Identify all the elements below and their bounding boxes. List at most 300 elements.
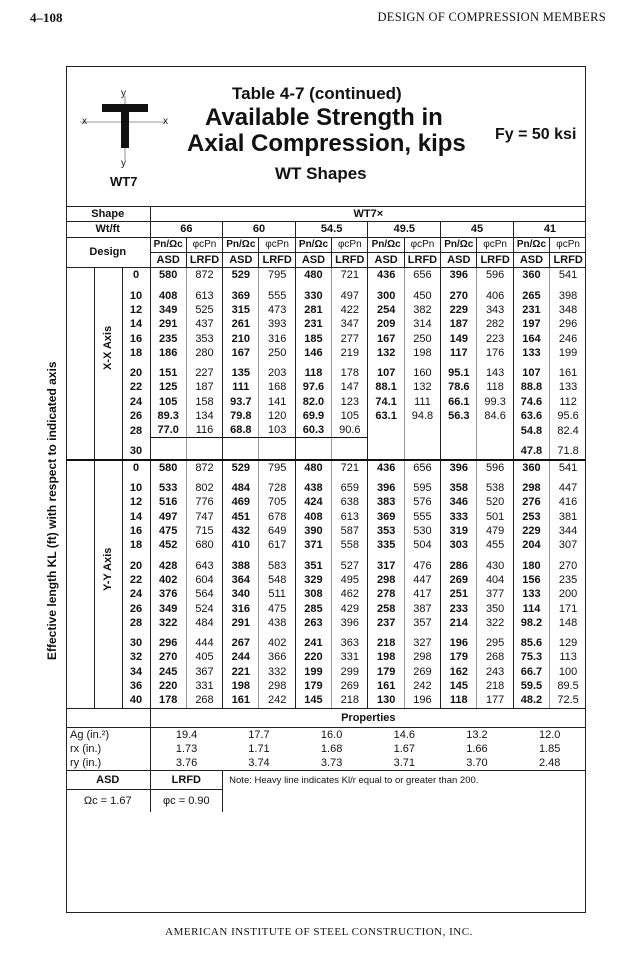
strength-value: 363 [332, 630, 368, 650]
strength-value: 353 [368, 524, 404, 538]
table-row [66, 475, 586, 495]
strength-value: 316 [259, 331, 295, 345]
strength-value: 270 [150, 650, 186, 664]
strength-value: 396 [441, 268, 477, 283]
table-row [66, 538, 586, 552]
strength-value: 349 [150, 303, 186, 317]
strength-value: 307 [558, 539, 578, 552]
strength-value: 428 [150, 553, 186, 573]
strength-value: 437 [186, 317, 222, 331]
strength-value: 424 [295, 495, 331, 509]
kl-value: 40 [122, 693, 150, 708]
strength-value: 438 [259, 616, 295, 630]
strength-value: 178 [332, 360, 368, 380]
strength-value: 241 [295, 630, 331, 650]
strength-value: 649 [259, 524, 295, 538]
table-row [66, 693, 586, 708]
kl-value: 10 [122, 282, 150, 302]
strength-value: 85.6 [513, 630, 549, 650]
property-value: 16.0 [320, 728, 343, 741]
strength-value: 123 [332, 395, 368, 409]
strength-value: 133 [513, 587, 549, 601]
strength-value: 88.1 [368, 380, 404, 394]
strength-value [477, 438, 513, 460]
strength-value: 475 [259, 601, 295, 615]
kl-value: 12 [122, 303, 150, 317]
strength-value: 258 [368, 601, 404, 615]
strength-value: 72.5 [550, 693, 586, 708]
table-row [66, 222, 586, 237]
table-row [66, 727, 586, 742]
kl-value: 16 [122, 331, 150, 345]
strength-value: 151 [150, 360, 186, 380]
strength-value: 580 [150, 268, 186, 283]
strength-value: 405 [186, 650, 222, 664]
lrfd-header: LRFD [477, 252, 513, 267]
strength-value: 721 [332, 268, 368, 283]
strength-value: 77.0 [150, 423, 186, 438]
strength-value: 480 [295, 268, 331, 283]
strength-value: 327 [404, 630, 440, 650]
asd-header: ASD [150, 252, 186, 267]
strength-value: 219 [332, 346, 368, 360]
strength-value: 447 [404, 573, 440, 587]
strength-value: 229 [441, 303, 477, 317]
bottom-lrfd: LRFD [150, 771, 223, 790]
strength-value: 141 [259, 395, 295, 409]
strength-value: 223 [477, 331, 513, 345]
strength-value: 408 [150, 282, 186, 302]
strength-value: 120 [259, 409, 295, 423]
weight-header: 41 [513, 222, 586, 237]
strength-value: 146 [295, 346, 331, 360]
property-value: 1.85 [538, 742, 561, 755]
note: Note: Heavy line indicates Kl/r equal to or greater than 200. [229, 775, 479, 787]
table-row [66, 207, 586, 222]
strength-value: 93.7 [223, 395, 259, 409]
strength-value: 422 [332, 303, 368, 317]
strength-value: 280 [186, 346, 222, 360]
strength-value: 270 [558, 559, 578, 572]
strength-value: 330 [295, 282, 331, 302]
strength-value: 245 [150, 665, 186, 679]
strength-value: 168 [259, 380, 295, 394]
strength-value: 475 [150, 524, 186, 538]
property-value: 13.2 [466, 728, 488, 741]
y-axis-label-bottom: y [121, 158, 126, 169]
bottom-asd: ASD [66, 771, 150, 790]
strength-value: 75.3 [513, 650, 549, 664]
strength-value: 638 [332, 495, 368, 509]
strength-value: 148 [558, 616, 578, 629]
strength-value: 436 [368, 460, 404, 475]
strength-value: 251 [441, 587, 477, 601]
table-row [66, 679, 586, 693]
table-row [66, 237, 586, 252]
property-value: 3.76 [150, 756, 223, 771]
strength-value: 390 [295, 524, 331, 538]
strength-value [477, 423, 513, 438]
title-line3: WT Shapes [275, 164, 367, 183]
table-row [66, 616, 586, 630]
strength-value: 462 [332, 587, 368, 601]
strength-value: 416 [558, 496, 578, 509]
strength-value: 63.1 [368, 409, 404, 423]
weight-header: 60 [223, 222, 296, 237]
strength-value: 438 [295, 475, 331, 495]
strength-value: 872 [186, 460, 222, 475]
strength-value [441, 423, 477, 438]
strength-value: 269 [332, 679, 368, 693]
kl-value: 24 [122, 395, 150, 409]
strength-value: 229 [513, 524, 549, 538]
strength-value: 417 [404, 587, 440, 601]
strength-value: 90.6 [332, 423, 368, 438]
strength-value: 60.3 [295, 423, 331, 438]
phi-value: φc = 0.90 [150, 790, 223, 813]
design-header: Design [66, 237, 150, 268]
strength-value: 263 [295, 616, 331, 630]
strength-value [295, 438, 331, 460]
x-axis-label-left: x [82, 116, 87, 127]
strength-value: 291 [150, 317, 186, 331]
strength-value: 167 [368, 331, 404, 345]
lrfd-header: LRFD [332, 252, 368, 267]
strength-value: 596 [477, 268, 513, 283]
strength-value: 196 [441, 630, 477, 650]
strength-value: 132 [368, 346, 404, 360]
strength-value: 504 [404, 538, 440, 552]
y-axis-label-top: y [121, 88, 126, 99]
strength-value: 63.6 [513, 409, 549, 423]
strength-value: 250 [259, 346, 295, 360]
table-row [66, 268, 586, 283]
strength-value: 555 [404, 510, 440, 524]
table-row [66, 460, 586, 475]
strength-value: 576 [404, 495, 440, 509]
yy-axis-label-text: Y-Y Axis [102, 547, 114, 592]
strength-value: 705 [259, 495, 295, 509]
strength-value: 295 [477, 630, 513, 650]
strength-value: 71.8 [550, 438, 586, 460]
strength-value: 319 [441, 524, 477, 538]
strength-value: 147 [332, 380, 368, 394]
yy-axis-label [94, 460, 122, 708]
weight-header: 54.5 [295, 222, 368, 237]
strength-value: 198 [368, 650, 404, 664]
table-row [66, 650, 586, 664]
strength-value: 74.6 [513, 395, 549, 409]
shape-value: WT7× [150, 207, 586, 222]
strength-value: 410 [223, 538, 259, 552]
strength-value: 617 [259, 538, 295, 552]
strength-value: 349 [150, 601, 186, 615]
property-value: 1.68 [320, 742, 343, 755]
strength-value: 118 [477, 380, 513, 394]
strength-value: 176 [477, 346, 513, 360]
strength-value: 246 [558, 332, 578, 345]
strength-value: 367 [186, 665, 222, 679]
strength-value: 580 [150, 460, 186, 475]
strength-value: 529 [223, 460, 259, 475]
shape-header: Shape [66, 207, 150, 222]
strength-value: 227 [186, 360, 222, 380]
strength-value: 125 [150, 380, 186, 394]
strength-value: 270 [441, 282, 477, 302]
property-value: 1.66 [466, 742, 488, 755]
strength-value: 656 [404, 268, 440, 283]
strength-value: 455 [477, 538, 513, 552]
table-row [66, 553, 586, 573]
property-value: 1.71 [248, 742, 270, 755]
strength-value: 564 [186, 587, 222, 601]
strength-value: 364 [223, 573, 259, 587]
property-value: 14.6 [393, 728, 415, 741]
strength-value: 161 [223, 693, 259, 708]
strength-value: 220 [295, 650, 331, 664]
strength-value: 346 [441, 495, 477, 509]
effective-length-label: Effective length KL (ft) with respect to indicated axis [45, 361, 59, 660]
strength-value: 278 [368, 587, 404, 601]
strength-value: 595 [404, 475, 440, 495]
strength-value: 111 [223, 380, 259, 394]
strength-value: 348 [558, 303, 578, 316]
lrfd-header: LRFD [404, 252, 440, 267]
asd-header: ASD [368, 252, 404, 267]
strength-value: 199 [295, 665, 331, 679]
property-value: 3.74 [223, 756, 296, 771]
strength-value: 133 [558, 381, 578, 394]
phi-pn-header: φcPn [186, 237, 222, 252]
strength-value: 520 [477, 495, 513, 509]
table-row [66, 303, 586, 317]
kl-value: 24 [122, 587, 150, 601]
strength-value: 316 [223, 601, 259, 615]
strength-value: 369 [223, 282, 259, 302]
asd-header: ASD [441, 252, 477, 267]
strength-value: 82.0 [295, 395, 331, 409]
pn-omega-header: Pn/Ωc [441, 237, 477, 252]
property-value: 1.67 [393, 742, 415, 755]
strength-value: 221 [223, 665, 259, 679]
strength-value: 204 [513, 538, 549, 552]
property-label: ry (in.) [66, 756, 150, 771]
strength-value: 281 [295, 303, 331, 317]
strength-value: 98.2 [513, 616, 549, 630]
kl-value: 36 [122, 679, 150, 693]
strength-value: 94.8 [404, 409, 440, 423]
strength-value: 469 [223, 495, 259, 509]
table-row [66, 524, 586, 538]
strength-value: 344 [558, 525, 578, 538]
strength-value: 728 [259, 475, 295, 495]
strength-value: 164 [513, 331, 549, 345]
strength-value: 269 [404, 665, 440, 679]
strength-value: 74.1 [368, 395, 404, 409]
strength-value: 795 [259, 268, 295, 283]
axis-gutter [66, 460, 94, 708]
strength-value: 497 [150, 510, 186, 524]
kl-value: 34 [122, 665, 150, 679]
table-row [66, 771, 586, 790]
strength-value: 220 [150, 679, 186, 693]
table-row [66, 409, 586, 423]
strength-value: 197 [513, 317, 549, 331]
strength-value: 268 [186, 693, 222, 708]
kl-value: 22 [122, 380, 150, 394]
strength-value: 178 [150, 693, 186, 708]
strength-value: 795 [259, 460, 295, 475]
strength-value: 298 [513, 475, 549, 495]
strength-value: 261 [223, 317, 259, 331]
kl-value: 30 [122, 630, 150, 650]
strength-value: 99.3 [477, 395, 513, 409]
strength-value: 643 [186, 553, 222, 573]
property-value: 3.70 [441, 756, 514, 771]
strength-value: 79.8 [223, 409, 259, 423]
strength-value [259, 438, 295, 460]
phi-pn-header: φcPn [259, 237, 295, 252]
strength-value: 317 [368, 553, 404, 573]
table-row [66, 601, 586, 615]
kl-value: 32 [122, 650, 150, 664]
strength-value: 408 [295, 510, 331, 524]
strength-value: 402 [259, 630, 295, 650]
strength-value: 351 [295, 553, 331, 573]
strength-value: 484 [186, 616, 222, 630]
strength-value: 343 [477, 303, 513, 317]
strength-value: 69.9 [295, 409, 331, 423]
strength-value: 84.6 [477, 409, 513, 423]
kl-value: 16 [122, 524, 150, 538]
table-id: Table 4-7 (continued) [232, 84, 402, 103]
table-row [66, 708, 586, 727]
strength-value: 613 [186, 282, 222, 302]
strength-value: 160 [404, 360, 440, 380]
strength-value: 105 [150, 395, 186, 409]
strength-value: 376 [150, 587, 186, 601]
title-line2: Axial Compression, kips [187, 130, 466, 157]
lrfd-header: LRFD [550, 252, 586, 267]
strength-value: 107 [513, 360, 549, 380]
strength-value: 300 [368, 282, 404, 302]
phi-pn-header: φcPn [477, 237, 513, 252]
strength-value: 291 [223, 616, 259, 630]
strength-value: 314 [404, 317, 440, 331]
strength-value: 451 [223, 510, 259, 524]
strength-value: 447 [558, 482, 578, 495]
strength-value: 95.6 [557, 410, 579, 422]
strength-value: 436 [368, 268, 404, 283]
strength-value: 429 [332, 601, 368, 615]
strength-value: 387 [404, 601, 440, 615]
strength-value: 476 [404, 553, 440, 573]
strength-value: 235 [558, 573, 578, 586]
strength-value: 242 [259, 693, 295, 708]
strength-value: 118 [295, 360, 331, 380]
strength-value: 231 [513, 303, 549, 317]
kl-value: 28 [122, 616, 150, 630]
strength-value: 114 [513, 601, 549, 615]
tee-stem [121, 104, 129, 148]
property-value: 17.7 [248, 728, 270, 741]
strength-value: 269 [441, 573, 477, 587]
strength-value: 402 [150, 573, 186, 587]
strength-value: 497 [332, 282, 368, 302]
kl-value: 22 [122, 573, 150, 587]
strength-value: 196 [404, 693, 440, 708]
strength-value: 145 [441, 679, 477, 693]
strength-value: 296 [150, 630, 186, 650]
strength-value: 268 [477, 650, 513, 664]
strength-value [332, 438, 368, 460]
lrfd-header: LRFD [186, 252, 222, 267]
strength-value: 604 [186, 573, 222, 587]
strength-value: 396 [332, 616, 368, 630]
kl-value: 18 [122, 346, 150, 360]
strength-value: 721 [332, 460, 368, 475]
strength-value [150, 438, 186, 460]
xx-axis-label-text: X-X Axis [102, 326, 114, 371]
strength-value: 129 [558, 637, 578, 650]
strength-value: 382 [404, 303, 440, 317]
table-row [66, 756, 586, 771]
strength-value: 516 [150, 495, 186, 509]
axis-gutter [66, 268, 94, 460]
strength-value: 244 [223, 650, 259, 664]
strength-value: 78.6 [441, 380, 477, 394]
strength-value: 501 [477, 510, 513, 524]
strength-value: 82.4 [557, 424, 579, 437]
kl-value: 0 [122, 268, 150, 283]
strength-value: 179 [441, 650, 477, 664]
strength-value: 66.7 [513, 665, 549, 679]
strength-value: 872 [186, 268, 222, 283]
strength-value: 277 [332, 331, 368, 345]
strength-value: 678 [259, 510, 295, 524]
strength-value: 276 [513, 495, 549, 509]
strength-value: 103 [259, 423, 295, 438]
strength-value [404, 438, 440, 460]
strength-value: 529 [223, 268, 259, 283]
strength-value: 66.1 [441, 395, 477, 409]
strength-value: 596 [477, 460, 513, 475]
strength-value: 116 [186, 423, 222, 438]
strength-value: 444 [186, 630, 222, 650]
strength-value [441, 438, 477, 460]
properties-header: Properties [150, 708, 586, 727]
strength-value: 527 [332, 553, 368, 573]
strength-value: 371 [295, 538, 331, 552]
strength-value: 747 [186, 510, 222, 524]
strength-value: 656 [404, 460, 440, 475]
table-row [66, 587, 586, 601]
strength-value: 366 [259, 650, 295, 664]
kl-value: 14 [122, 510, 150, 524]
strength-value: 218 [332, 693, 368, 708]
strength-value: 298 [368, 573, 404, 587]
strength-value: 105 [332, 409, 368, 423]
strength-value: 132 [404, 380, 440, 394]
kl-value: 10 [122, 475, 150, 495]
kl-value: 14 [122, 317, 150, 331]
strength-value: 329 [295, 573, 331, 587]
table-row [66, 331, 586, 345]
strength-value: 583 [259, 553, 295, 573]
strength-value: 322 [150, 616, 186, 630]
strength-value: 135 [223, 360, 259, 380]
strength-value [186, 438, 222, 460]
